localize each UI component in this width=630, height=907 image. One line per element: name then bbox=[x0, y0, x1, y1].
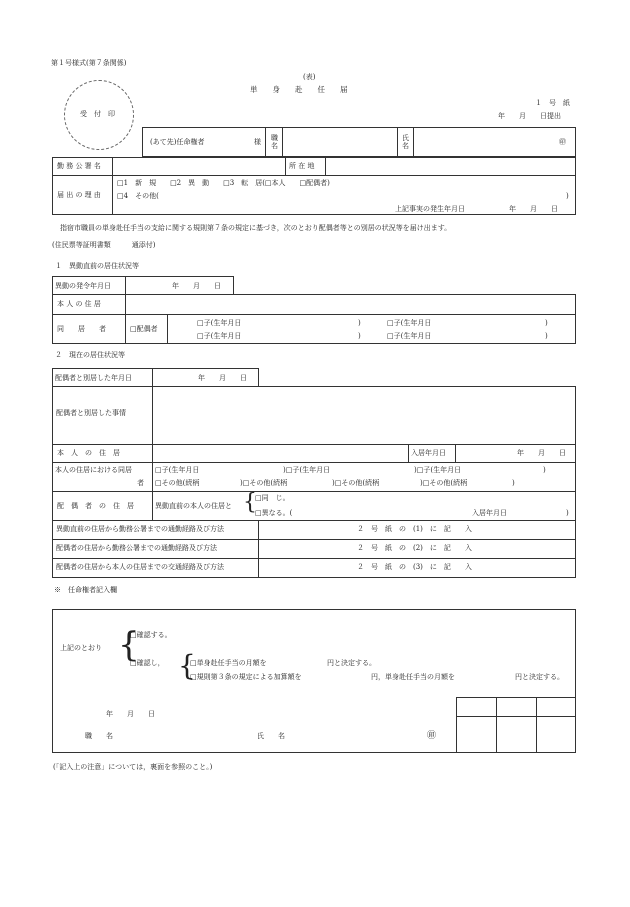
appointer-heading: ※ 任命権者記入欄 bbox=[54, 586, 117, 594]
s2-child-end: ) bbox=[543, 466, 546, 474]
s1-child-2: □子(生年月日 bbox=[387, 319, 432, 327]
intro-text: 指宿市職員の単身赴任手当の支給に関する規則第７条の規定に基づき，次のとおり配偶者等との別居の状況等を届け出ます。 bbox=[60, 224, 452, 232]
bekkyo-date-label: 配偶者と別居した年月日 bbox=[55, 374, 132, 382]
section2-heading: ２ 現在の居住状況等 bbox=[55, 351, 125, 359]
appointer-seal: ㊞ bbox=[427, 731, 437, 741]
honnin-jukyo-label: 本 人 の 住 居 bbox=[57, 449, 120, 457]
haigusha-jukyo-label: 配 偶 者 の 住 居 bbox=[57, 502, 134, 510]
kakunin-check: □確認する。 bbox=[130, 631, 172, 639]
route3-value: ２ 号 紙 の (3) に 記 入 bbox=[357, 563, 472, 571]
dokyo-label: 同 居 者 bbox=[57, 325, 106, 333]
reception-stamp-label: 受 付 印 bbox=[80, 110, 115, 118]
opt1-b: 円と決定する。 bbox=[327, 659, 376, 667]
appointer-shokumei: 職 名 bbox=[85, 732, 113, 740]
dokyo-label-2: 者 bbox=[137, 479, 144, 487]
nyukyo-date: 年 月 日 bbox=[517, 449, 566, 457]
shozaichi-label: 所 在 地 bbox=[289, 162, 315, 170]
appointer-date: 年 月 日 bbox=[106, 710, 155, 718]
s2-child-1: □子(生年月日 bbox=[155, 466, 200, 474]
reason-options-1: □1 新 規 □2 異 動 □3 転 居(□本人 □配偶者) bbox=[117, 179, 330, 187]
kakunin-shi-check: □確認し， bbox=[130, 659, 165, 667]
opt1-a: □単身赴任手当の月額を bbox=[190, 659, 267, 667]
s2-other-1: □その他(続柄 bbox=[155, 479, 200, 487]
s1-child-4: □子(生年月日 bbox=[387, 332, 432, 340]
haigusha-check: □配偶者 bbox=[130, 325, 158, 333]
form-number: 第１号様式(第７条関係) bbox=[51, 59, 127, 67]
route2-label: 配偶者の住居から勤務公署までの通勤経路及び方法 bbox=[56, 544, 217, 552]
s2-other-2: )□その他(続柄 bbox=[240, 479, 288, 487]
opt2-a: □規則第３条の規定による加算額を bbox=[190, 673, 302, 681]
sheet-number: １ 号 紙 bbox=[535, 99, 570, 107]
nyukyo2-label: 入居年月日 bbox=[472, 509, 507, 517]
onaji-check: □同 じ。 bbox=[255, 494, 290, 502]
appointer-shimei: 氏 名 bbox=[257, 732, 285, 740]
hatsurei-label: 異動の発令年月日 bbox=[55, 282, 111, 290]
kotonaru-check: □異なる。( bbox=[255, 509, 293, 517]
s1-paren-4: ) bbox=[545, 332, 548, 340]
occurrence-label: 上記事実の発生年月日 bbox=[395, 205, 465, 213]
s2-child-3: )□子(生年月日 bbox=[414, 466, 462, 474]
omote-label: (表) bbox=[303, 73, 316, 81]
occurrence-date: 年 月 日 bbox=[509, 205, 558, 213]
route1-label: 異動直前の住居から勤務公署までの通勤経路及び方法 bbox=[56, 525, 224, 533]
jokitoori: 上記のとおり bbox=[60, 644, 102, 652]
haigusha-jukyo-text: 異動直前の本人の住居と bbox=[155, 502, 232, 510]
reason-paren-end: ) bbox=[566, 192, 569, 200]
s1-child-1: □子(生年月日 bbox=[197, 319, 242, 327]
bekkyo-reason-label: 配偶者と別居した事情 bbox=[56, 409, 126, 417]
route1-value: ２ 号 紙 の (1) に 記 入 bbox=[357, 525, 472, 533]
attachment-note: (住民票等証明書類 通添付) bbox=[52, 241, 156, 249]
s1-paren-1: ) bbox=[358, 319, 361, 327]
s2-child-2: )□子(生年月日 bbox=[283, 466, 331, 474]
bekkyo-date: 年 月 日 bbox=[198, 374, 247, 382]
kotonaru-end: ) bbox=[566, 509, 569, 517]
nyukyo-label: 入居年月日 bbox=[411, 449, 446, 457]
addressee-to: (あて先)任命権者 bbox=[150, 138, 205, 146]
s2-other-4: )□その他(続柄 bbox=[420, 479, 468, 487]
footer-note: (「記入上の注意」については，裏面を参照のこと。) bbox=[53, 763, 213, 771]
s1-paren-3: ) bbox=[358, 332, 361, 340]
dokyo-label-1: 本人の住居における同居 bbox=[55, 466, 132, 474]
kinmu-label: 勤 務 公 署 名 bbox=[57, 162, 101, 170]
seal-mark: ㊞ bbox=[559, 138, 566, 146]
page-title: 単 身 赴 任 届 bbox=[250, 85, 348, 94]
reason-label: 届 出 の 理 由 bbox=[57, 191, 101, 199]
submission-date: 年 月 日提出 bbox=[498, 112, 561, 120]
addressee-sama: 様 bbox=[254, 138, 261, 146]
opt2-c: 円と決定する。 bbox=[515, 673, 564, 681]
s2-other-end: ) bbox=[512, 479, 515, 487]
s1-paren-2: ) bbox=[545, 319, 548, 327]
addressee-box bbox=[142, 127, 576, 157]
section1-table bbox=[52, 294, 576, 344]
jusho-label: 本 人 の 住 居 bbox=[57, 300, 101, 308]
s2-other-3: )□その他(続柄 bbox=[332, 479, 380, 487]
hatsurei-date: 年 月 日 bbox=[172, 282, 221, 290]
reason-options-2: □4 その他( bbox=[117, 192, 159, 200]
s1-child-3: □子(生年月日 bbox=[197, 332, 242, 340]
route2-value: ２ 号 紙 の (2) に 記 入 bbox=[357, 544, 472, 552]
shokumei-label: 職 名 bbox=[271, 134, 278, 151]
route3-label: 配偶者の住居から本人の住居までの交通経路及び方法 bbox=[56, 563, 224, 571]
opt2-b: 円，単身赴任手当の月額を bbox=[371, 673, 455, 681]
section1-heading: １ 異動直前の居住状況等 bbox=[55, 262, 139, 270]
shimei-label: 氏 名 bbox=[402, 134, 409, 151]
